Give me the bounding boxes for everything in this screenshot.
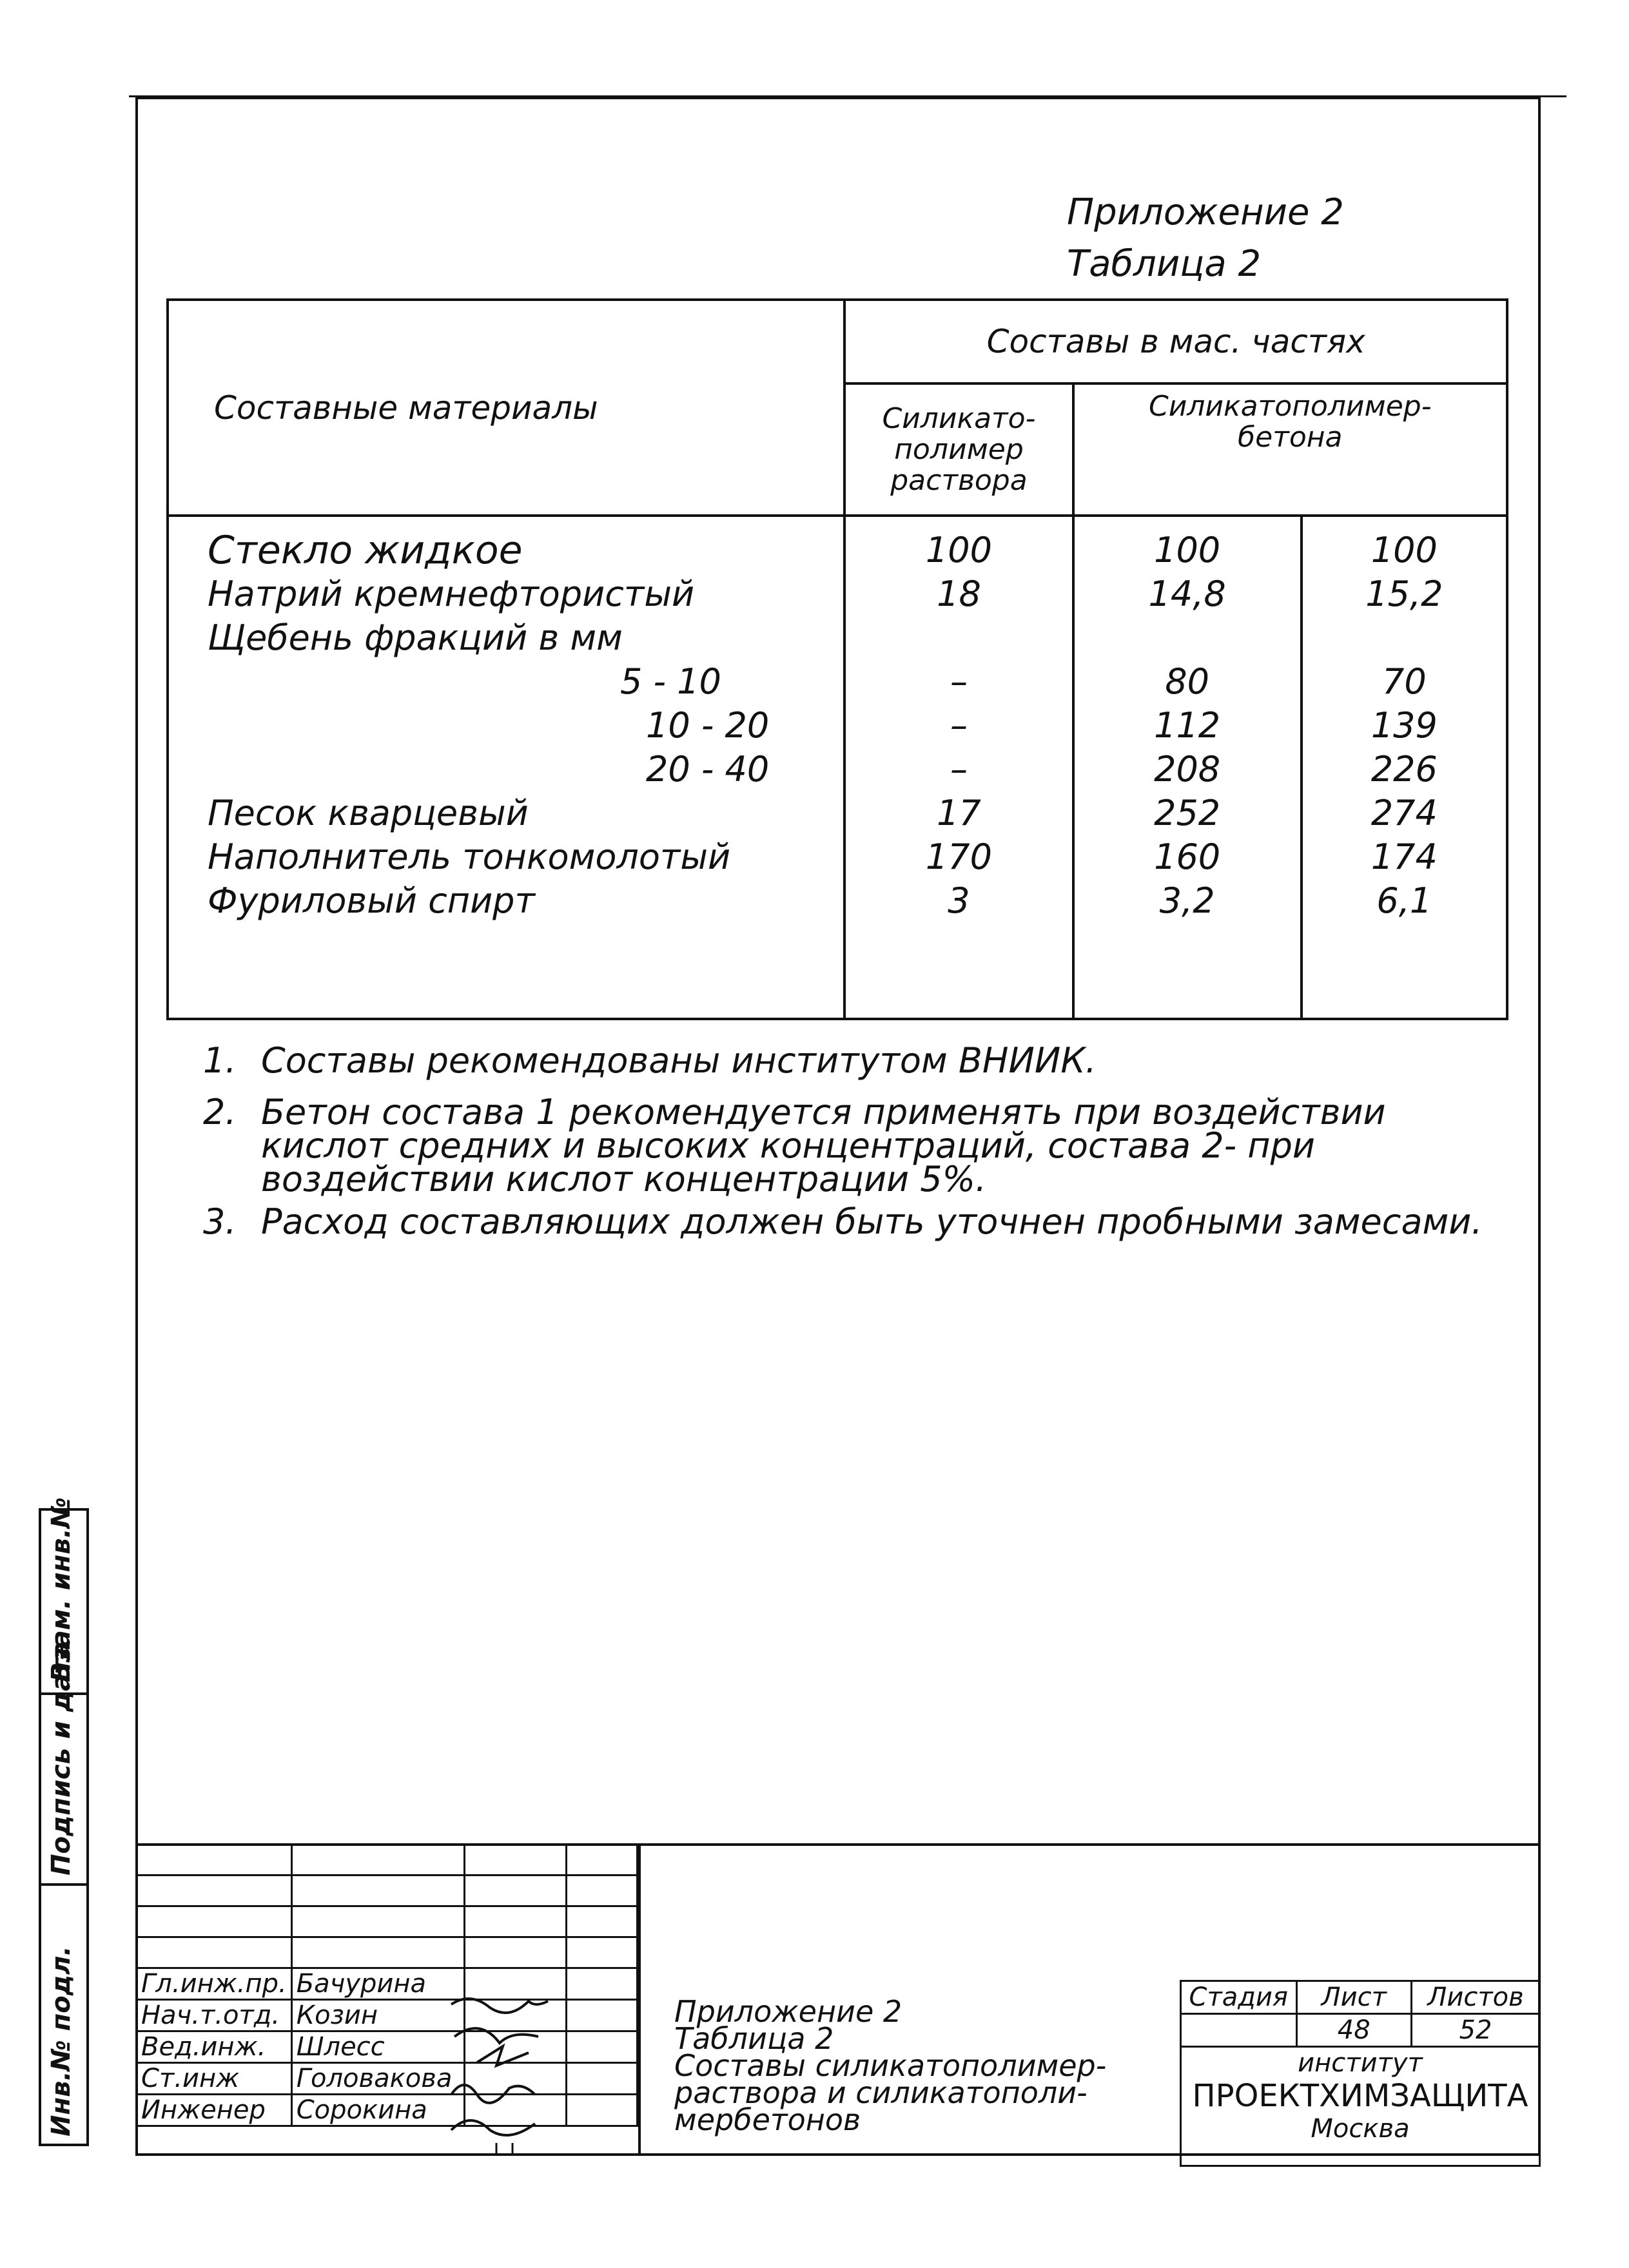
table-cell: 226 [1371, 749, 1438, 790]
side-label-inv-orig: Инв.№ подл. [46, 1946, 76, 2137]
title-line: Составы силикатополимер- [674, 2048, 1107, 2083]
column-header-concrete: Силикатополимер- бетона [1073, 383, 1507, 516]
table-cell: 70 [1381, 661, 1427, 702]
concrete2-values-column [1302, 516, 1507, 1019]
table-cell: – [950, 749, 968, 790]
note-text: Бетон состава 1 рекомендуется применять при воздействии кислот средних и высоких концентраций, состава 2- при воздействии кислот концентрации 5%. [261, 1092, 1386, 1199]
staff-role: Нач.т.отд. [137, 2000, 292, 2031]
note-text: Составы рекомендованы институтом ВНИИК. [261, 1040, 1097, 1081]
table-cell: – [950, 705, 968, 746]
title-block-divider [638, 1843, 641, 2156]
document-title [674, 1994, 1107, 2137]
side-label-replace-inv: Взам. инв.№ [46, 1497, 76, 1682]
note-number: 2. [203, 1092, 237, 1132]
concrete1-values-column [1073, 516, 1302, 1019]
column-header-materials: Составные материалы [168, 300, 844, 516]
staff-name: Бачурина [291, 1968, 464, 2000]
title-line: раствора и силикатополи- [674, 2075, 1088, 2110]
table-cell: 274 [1371, 793, 1438, 833]
sheet-value: 48 [1296, 2014, 1411, 2047]
table-row-name: 10 - 20 [646, 705, 770, 746]
table-cell: 160 [1154, 837, 1221, 877]
staff-name: Сорокина [291, 2095, 464, 2126]
composition-table [166, 298, 1508, 1020]
table-cell: 17 [937, 793, 981, 833]
table-cell: 139 [1371, 705, 1438, 746]
table-row-name: Щебень фракций в мм [208, 617, 623, 658]
staff-role: Ст.инж [137, 2063, 292, 2095]
table-cell: 112 [1154, 705, 1221, 746]
signatures [438, 1985, 561, 2159]
note-number: 1. [203, 1040, 237, 1081]
staff-role: Вед.инж. [137, 2031, 292, 2063]
table-cell: 170 [925, 837, 992, 877]
table-row-name: 5 - 10 [620, 661, 721, 702]
table-row-name: Фуриловый спирт [208, 880, 535, 921]
table-cell [846, 616, 1071, 660]
org-line: институт [1298, 2048, 1423, 2078]
table-cell: 80 [1165, 661, 1209, 702]
appendix-label: Приложение 2 [1067, 191, 1344, 233]
mortar-values-column [844, 516, 1073, 1019]
table-cell: 100 [925, 530, 992, 570]
org-name: ПРОЕКТХИМЗАЩИТА [1192, 2078, 1528, 2114]
staff-name: Козин [291, 2000, 464, 2031]
title-line: Таблица 2 [674, 2021, 834, 2056]
note-text: Расход составляющих должен быть уточнен пробными замесами. [261, 1201, 1483, 1242]
organization-cell [1181, 2047, 1540, 2166]
title-line: Приложение 2 [674, 1994, 902, 2029]
table-cell [1075, 616, 1300, 660]
table-cell: 15,2 [1365, 574, 1443, 614]
staff-role: Гл.инж.пр. [137, 1968, 292, 2000]
table-cell: 3,2 [1159, 880, 1215, 921]
table-row-name: Наполнитель тонкомолотый [208, 837, 731, 877]
table-row-name: Песок кварцевый [208, 793, 529, 833]
table-number-label: Таблица 2 [1067, 243, 1262, 285]
table-row-name: Стекло жидкое [208, 528, 523, 573]
staff-role: Инженер [137, 2095, 292, 2126]
table-cell: – [950, 661, 968, 702]
side-label-sign-date: Подпись и дата [46, 1641, 76, 1875]
table-cell: 3 [948, 880, 970, 921]
org-city: Москва [1311, 2114, 1410, 2144]
table-cell: 100 [1371, 530, 1438, 570]
stage-label: Стадия [1181, 1981, 1297, 2014]
table-row-name: 20 - 40 [646, 749, 770, 790]
sheet-label: Лист [1296, 1981, 1411, 2014]
table-cell [1303, 616, 1506, 660]
appendix-header [1067, 187, 1344, 290]
table-cell: 18 [937, 574, 981, 614]
note-number: 3. [203, 1201, 237, 1242]
sheets-label: Листов [1411, 1981, 1539, 2014]
title-line: мербетонов [674, 2102, 861, 2137]
column-header-mortar: Силикато- полимер раствора [844, 383, 1073, 516]
table-row-name: Натрий кремнефтористый [208, 574, 695, 614]
table-cell: 174 [1371, 837, 1438, 877]
staff-name: Шлесс [291, 2031, 464, 2063]
staff-table [135, 1843, 638, 2127]
side-stamp [39, 1497, 134, 2153]
sheets-value: 52 [1411, 2014, 1539, 2047]
table-cell: 100 [1154, 530, 1221, 570]
table-cell: 252 [1154, 793, 1221, 833]
table-cell: 6,1 [1376, 880, 1432, 921]
table-cell: 14,8 [1148, 574, 1226, 614]
column-group-header: Составы в мас. частях [844, 300, 1507, 383]
table-cell: 208 [1154, 749, 1221, 790]
staff-name: Головакова [291, 2063, 464, 2095]
material-names-column [168, 516, 844, 1019]
stage-value [1181, 2014, 1297, 2047]
stage-sheet-table [1180, 1980, 1541, 2167]
title-block [135, 1843, 1541, 2156]
